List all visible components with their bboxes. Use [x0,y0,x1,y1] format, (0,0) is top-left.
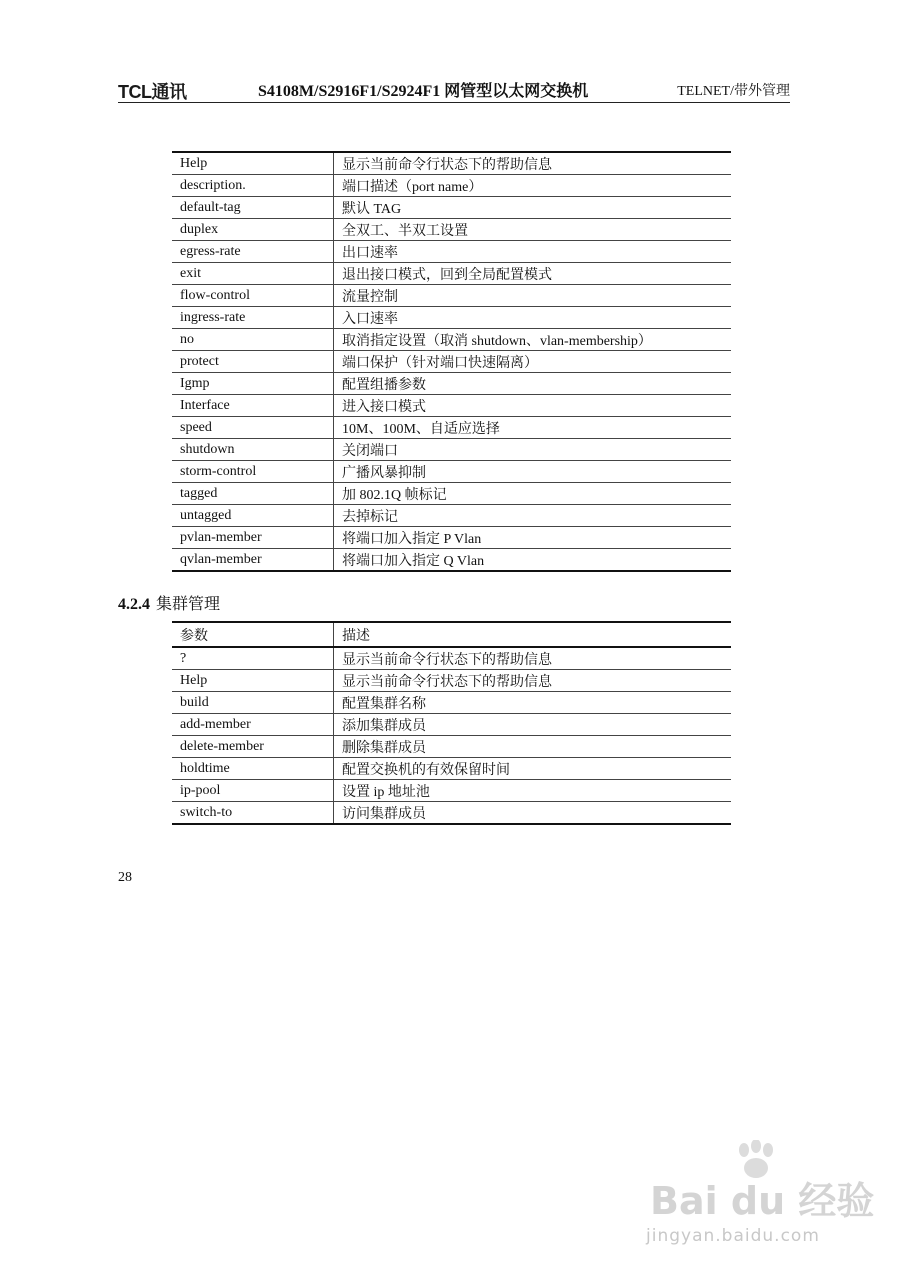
param-cell: build [172,692,334,714]
watermark-url: jingyan.baidu.com [646,1226,820,1246]
param-cell: qvlan-member [172,549,334,572]
table-row [172,241,731,263]
param-cell: Igmp [172,373,334,395]
desc-cell: 入口速率 [334,307,732,329]
table-row [172,285,731,307]
watermark-brand: Bai du 经验 [650,1179,875,1223]
desc-cell: 全双工、半双工设置 [334,219,732,241]
table-row [172,692,731,714]
desc-cell: 删除集群成员 [334,736,732,758]
table-row [172,461,731,483]
header-param: 参数 [172,622,334,647]
desc-cell: 添加集群成员 [334,714,732,736]
desc-cell: 进入接口模式 [334,395,732,417]
param-cell: ip-pool [172,780,334,802]
param-cell: Help [172,152,334,175]
desc-cell: 端口描述（port name） [334,175,732,197]
table-row [172,439,731,461]
param-cell: protect [172,351,334,373]
table-header-row [172,622,731,647]
desc-cell: 10M、100M、自适应选择 [334,417,732,439]
param-cell: untagged [172,505,334,527]
desc-cell: 取消指定设置（取消 shutdown、vlan-membership） [334,329,732,351]
tcl-logo: TCL通讯 [118,82,187,102]
desc-cell: 显示当前命令行状态下的帮助信息 [334,647,732,670]
param-cell: storm-control [172,461,334,483]
table-row [172,483,731,505]
param-cell: exit [172,263,334,285]
table-row [172,307,731,329]
param-cell: flow-control [172,285,334,307]
table-row [172,197,731,219]
desc-cell: 端口保护（针对端口快速隔离） [334,351,732,373]
header-section-name: TELNET/带外管理 [677,84,790,99]
table-row [172,505,731,527]
table-row [172,417,731,439]
section-title: 集群管理 [156,596,221,613]
param-cell: speed [172,417,334,439]
table-row [172,373,731,395]
baidu-jingyan-watermark [640,1140,875,1270]
desc-cell: 显示当前命令行状态下的帮助信息 [342,157,552,173]
header-desc: 描述 [334,622,732,647]
desc-cell: 出口速率 [334,241,732,263]
section-heading [118,591,220,614]
desc-cell: 访问集群成员 [334,802,732,825]
param-cell: duplex [172,219,334,241]
desc-cell: 默认 TAG [334,197,732,219]
table-row [172,395,731,417]
table-row [172,351,731,373]
table-row [172,647,731,670]
table-row [172,152,731,175]
desc-cell: 配置集群名称 [334,692,732,714]
page-header [118,74,790,103]
desc-cell: 去掉标记 [334,505,732,527]
table-row [172,758,731,780]
param-cell: default-tag [172,197,334,219]
table-row [172,714,731,736]
desc-cell: 加 802.1Q 帧标记 [334,483,732,505]
table-row [172,670,731,692]
desc-cell: 退出接口模式，回到全局配置模式 [334,263,732,285]
param-cell: tagged [172,483,334,505]
table-row [172,780,731,802]
param-cell: pvlan-member [172,527,334,549]
document-title: S4108M/S2916F1/S2924F1 网管型以太网交换机 [258,83,589,100]
param-cell: description. [172,175,334,197]
desc-cell: 配置交换机的有效保留时间 [334,758,732,780]
desc-cell: 流量控制 [334,285,732,307]
param-cell: shutdown [172,439,334,461]
param-cell: ? [172,647,334,670]
page-number: 28 [118,870,132,885]
param-cell: ingress-rate [172,307,334,329]
param-cell: switch-to [172,802,334,825]
param-cell: Help [172,670,334,692]
desc-cell: 显示当前命令行状态下的帮助信息 [334,670,732,692]
port-commands-table [172,151,731,572]
param-cell: egress-rate [172,241,334,263]
param-cell: add-member [172,714,334,736]
table-row [172,175,731,197]
table-row [172,263,731,285]
table-row [172,219,731,241]
param-cell: holdtime [172,758,334,780]
param-cell: delete-member [172,736,334,758]
table-row [172,329,731,351]
desc-cell: 配置组播参数 [334,373,732,395]
desc-cell: 广播风暴抑制 [334,461,732,483]
cluster-commands-table [172,621,731,825]
table-row [172,527,731,549]
table-row [172,549,731,572]
desc-cell: 关闭端口 [334,439,732,461]
section-number: 4.2.4 [118,596,150,613]
desc-cell: 设置 ip 地址池 [334,780,732,802]
desc-cell: 将端口加入指定 Q Vlan [334,549,732,572]
param-cell: no [172,329,334,351]
desc-cell: 将端口加入指定 P Vlan [334,527,732,549]
param-cell: Interface [172,395,334,417]
table-row [172,736,731,758]
table-row [172,802,731,825]
